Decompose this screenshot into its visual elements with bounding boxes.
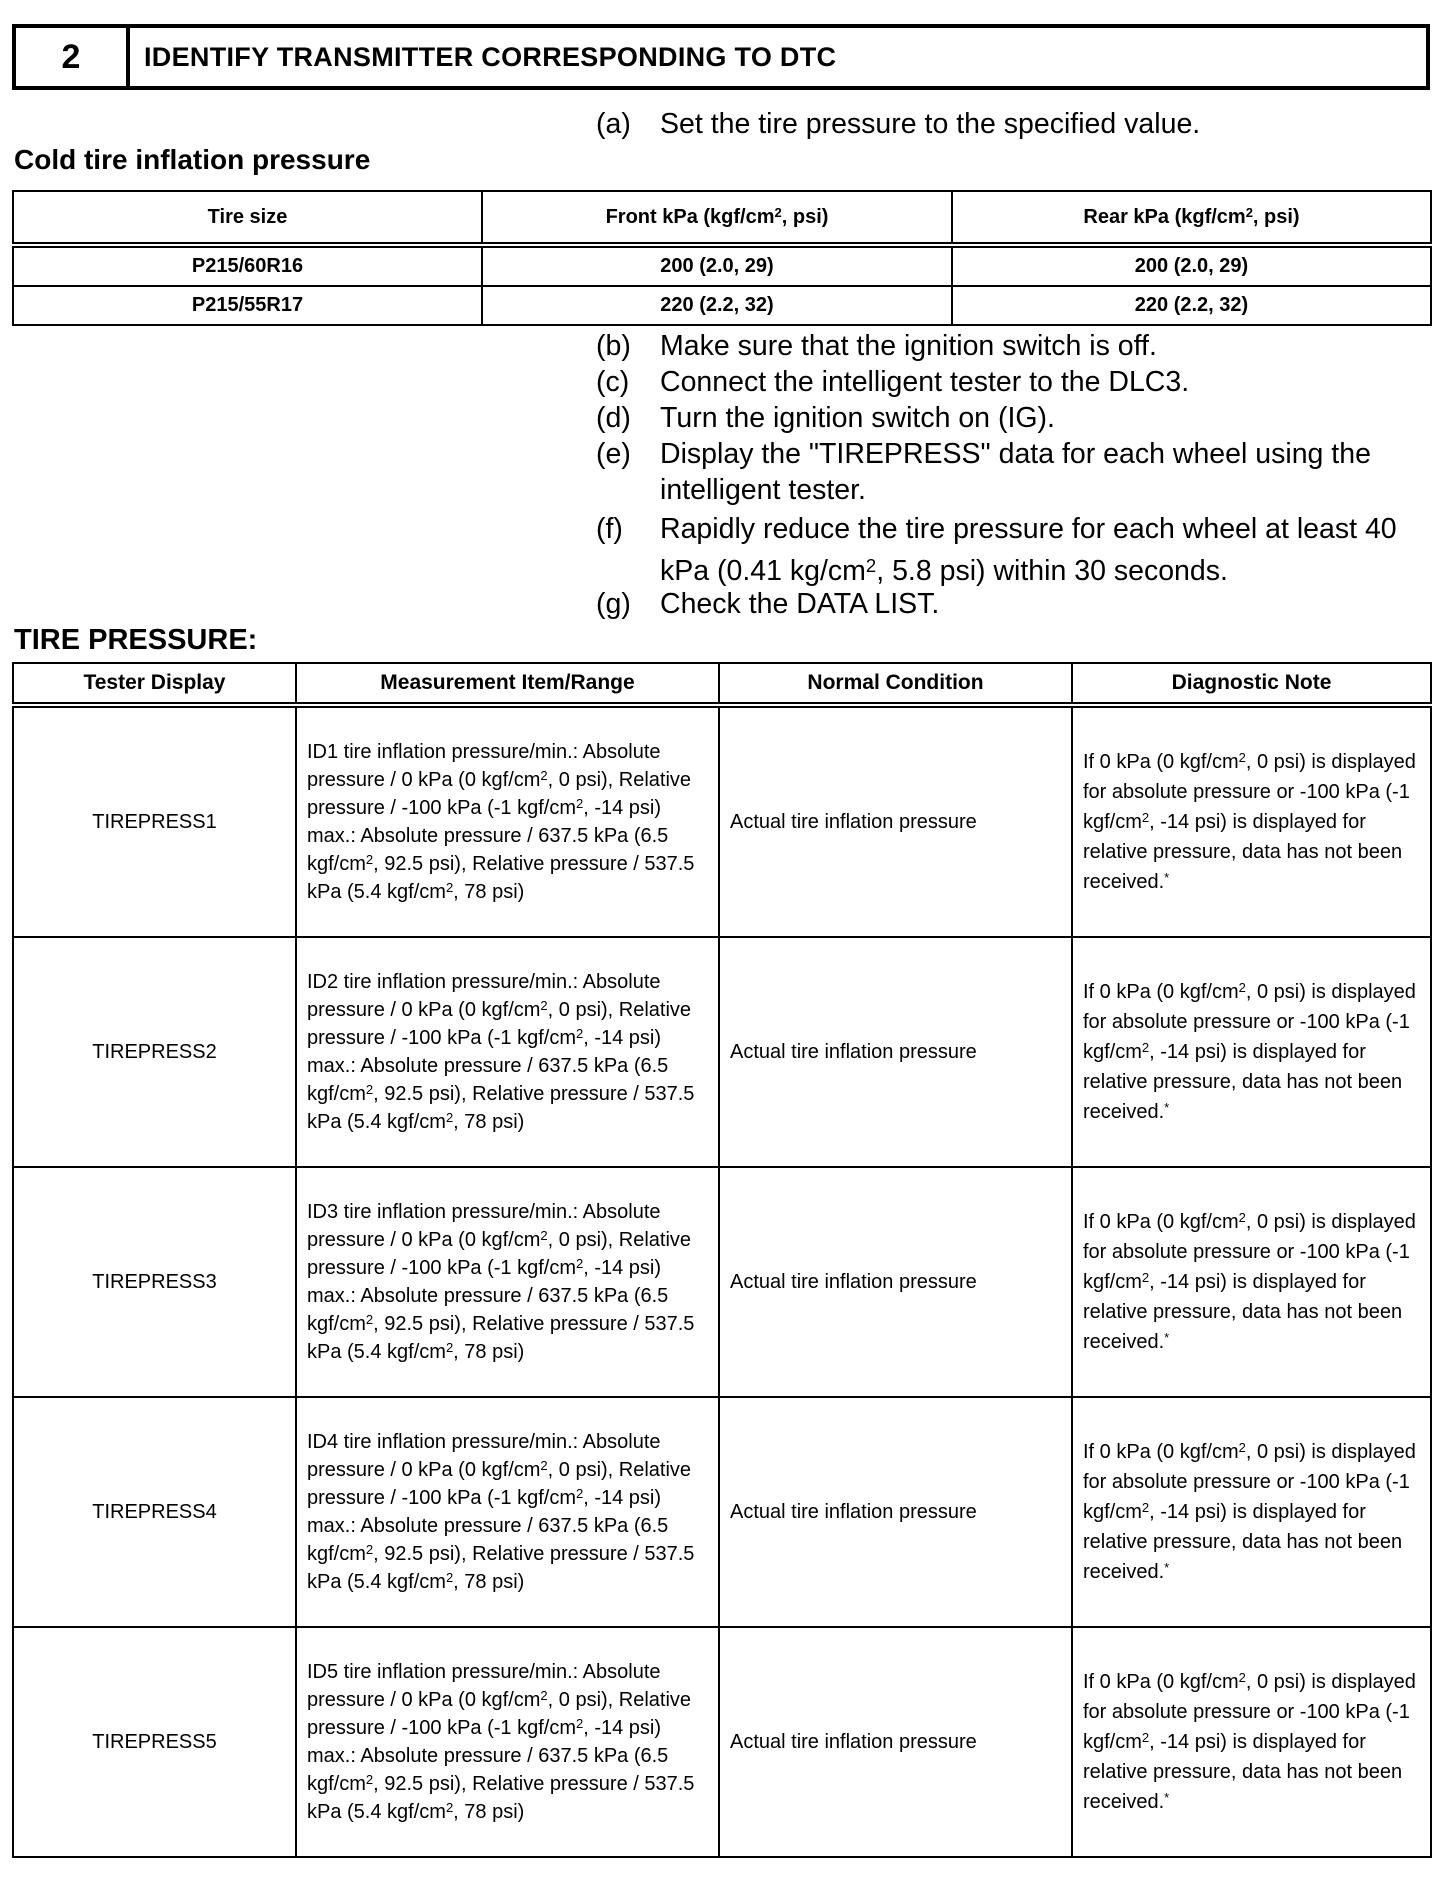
front-pressure-cell: 200 (2.0, 29)	[482, 245, 952, 286]
col-tire-size: Tire size	[13, 191, 482, 245]
tire-pressure-table	[12, 662, 1432, 1858]
col-measurement: Measurement Item/Range	[296, 663, 719, 705]
instruction-f: (f) Rapidly reduce the tire pressure for each wheel at least 40 kPa (0.41 $kg/cm^2$, 5.8 psi) within 30 seconds.	[596, 513, 1397, 587]
instruction-a	[596, 106, 1456, 142]
diagnostic-note-cell: If 0 kPa (0 kgf/$cm^2$, 0 psi) is displayed for absolute pressure or -100 kPa (-1 kgf/$cm^2$, -14 psi) is displayed for relative pressure, data has not been received.*	[1072, 1627, 1431, 1857]
diagnostic-note-cell: If 0 kPa (0 kgf/$cm^2$, 0 psi) is displayed for absolute pressure or -100 kPa (-1 kgf/$cm^2$, -14 psi) is displayed for relative pressure, data has not been received.*	[1072, 937, 1431, 1167]
rear-pressure-cell: 200 (2.0, 29)	[952, 245, 1431, 286]
tester-display-cell: TIREPRESS5	[13, 1627, 296, 1857]
measurement-cell: ID2 tire inflation pressure/min.: Absolute pressure / 0 kPa (0 kgf/$cm^2$, 0 psi), Relative pressure / -100 kPa (-1 kgf/$cm^2$, -14 psi) max.: Absolute pressure / 637.5 kPa (6.5 kgf/$cm^2$, 92.5 psi), Relative pressure / 537.5 kPa (5.4 kgf/$cm^2$, 78 psi)	[296, 937, 719, 1167]
tire-pressure-rows	[13, 705, 1431, 1857]
tire-size-cell: P215/55R17	[13, 286, 482, 325]
instruction-d: (d) Turn the ignition switch on (IG).	[596, 402, 1055, 434]
tester-display-cell: TIREPRESS1	[13, 705, 296, 937]
col-rear: Rear kPa ($kgf/cm^2$, psi)	[952, 191, 1431, 245]
instruction-c: (c) Connect the intelligent tester to the DLC3.	[596, 366, 1190, 398]
instruction-b: (b) Make sure that the ignition switch is off.	[596, 330, 1157, 362]
cold-pressure-table	[12, 190, 1432, 326]
table-row	[13, 1397, 1431, 1627]
rear-pressure-cell: 220 (2.2, 32)	[952, 286, 1431, 325]
table-row	[13, 1627, 1431, 1857]
table-row	[13, 705, 1431, 937]
col-diagnostic-note: Diagnostic Note	[1072, 663, 1431, 705]
step-header	[12, 24, 1430, 90]
normal-condition-cell: Actual tire inflation pressure	[719, 705, 1072, 937]
diagnostic-note-cell: If 0 kPa (0 kgf/$cm^2$, 0 psi) is displayed for absolute pressure or -100 kPa (-1 kgf/$cm^2$, -14 psi) is displayed for relative pressure, data has not been received.*	[1072, 705, 1431, 937]
tester-display-cell: TIREPRESS3	[13, 1167, 296, 1397]
normal-condition-cell: Actual tire inflation pressure	[719, 1627, 1072, 1857]
instruction-label: (a)	[596, 108, 631, 140]
instruction-g: (g) Check the DATA LIST.	[596, 588, 940, 620]
measurement-cell: ID1 tire inflation pressure/min.: Absolute pressure / 0 kPa (0 kgf/$cm^2$, 0 psi), Relative pressure / -100 kPa (-1 kgf/$cm^2$, -14 psi) max.: Absolute pressure / 637.5 kPa (6.5 kgf/$cm^2$, 92.5 psi), Relative pressure / 537.5 kPa (5.4 kgf/$cm^2$, 78 psi)	[296, 705, 719, 937]
tester-display-cell: TIREPRESS4	[13, 1397, 296, 1627]
normal-condition-cell: Actual tire inflation pressure	[719, 1397, 1072, 1627]
cold-pressure-heading: Cold tire inflation pressure	[14, 144, 371, 175]
col-tester-display: Tester Display	[13, 663, 296, 705]
tire-pressure-heading: TIRE PRESSURE:	[14, 624, 258, 656]
instruction-e: (e) Display the "TIREPRESS" data for each wheel using the intelligent tester.	[596, 438, 1371, 506]
diagnostic-note-cell: If 0 kPa (0 kgf/$cm^2$, 0 psi) is displayed for absolute pressure or -100 kPa (-1 kgf/$cm^2$, -14 psi) is displayed for relative pressure, data has not been received.*	[1072, 1397, 1431, 1627]
table-row	[13, 286, 1431, 325]
table-header-row	[13, 663, 1431, 705]
col-front: Front kPa ($kgf/cm^2$, psi)	[482, 191, 952, 245]
table-row	[13, 1167, 1431, 1397]
measurement-cell: ID4 tire inflation pressure/min.: Absolute pressure / 0 kPa (0 kgf/$cm^2$, 0 psi), Relative pressure / -100 kPa (-1 kgf/$cm^2$, -14 psi) max.: Absolute pressure / 637.5 kPa (6.5 kgf/$cm^2$, 92.5 psi), Relative pressure / 537.5 kPa (5.4 kgf/$cm^2$, 78 psi)	[296, 1397, 719, 1627]
col-normal-condition: Normal Condition	[719, 663, 1072, 705]
step-title: IDENTIFY TRANSMITTER CORRESPONDING TO DTC	[144, 41, 837, 72]
diagnostic-note-cell: If 0 kPa (0 kgf/$cm^2$, 0 psi) is displayed for absolute pressure or -100 kPa (-1 kgf/$cm^2$, -14 psi) is displayed for relative pressure, data has not been received.*	[1072, 1167, 1431, 1397]
tester-display-cell: TIREPRESS2	[13, 937, 296, 1167]
normal-condition-cell: Actual tire inflation pressure	[719, 1167, 1072, 1397]
tire-size-cell: P215/60R16	[13, 245, 482, 286]
measurement-cell: ID5 tire inflation pressure/min.: Absolute pressure / 0 kPa (0 kgf/$cm^2$, 0 psi), Relative pressure / -100 kPa (-1 kgf/$cm^2$, -14 psi) max.: Absolute pressure / 637.5 kPa (6.5 kgf/$cm^2$, 92.5 psi), Relative pressure / 537.5 kPa (5.4 kgf/$cm^2$, 78 psi)	[296, 1627, 719, 1857]
step-number: 2	[16, 28, 130, 86]
table-row	[13, 937, 1431, 1167]
table-row	[13, 245, 1431, 286]
normal-condition-cell: Actual tire inflation pressure	[719, 937, 1072, 1167]
front-pressure-cell: 220 (2.2, 32)	[482, 286, 952, 325]
measurement-cell: ID3 tire inflation pressure/min.: Absolute pressure / 0 kPa (0 kgf/$cm^2$, 0 psi), Relative pressure / -100 kPa (-1 kgf/$cm^2$, -14 psi) max.: Absolute pressure / 637.5 kPa (6.5 kgf/$cm^2$, 92.5 psi), Relative pressure / 537.5 kPa (5.4 kgf/$cm^2$, 78 psi)	[296, 1167, 719, 1397]
table-header-row	[13, 191, 1431, 245]
instruction-text: Set the tire pressure to the specified value.	[660, 108, 1201, 140]
